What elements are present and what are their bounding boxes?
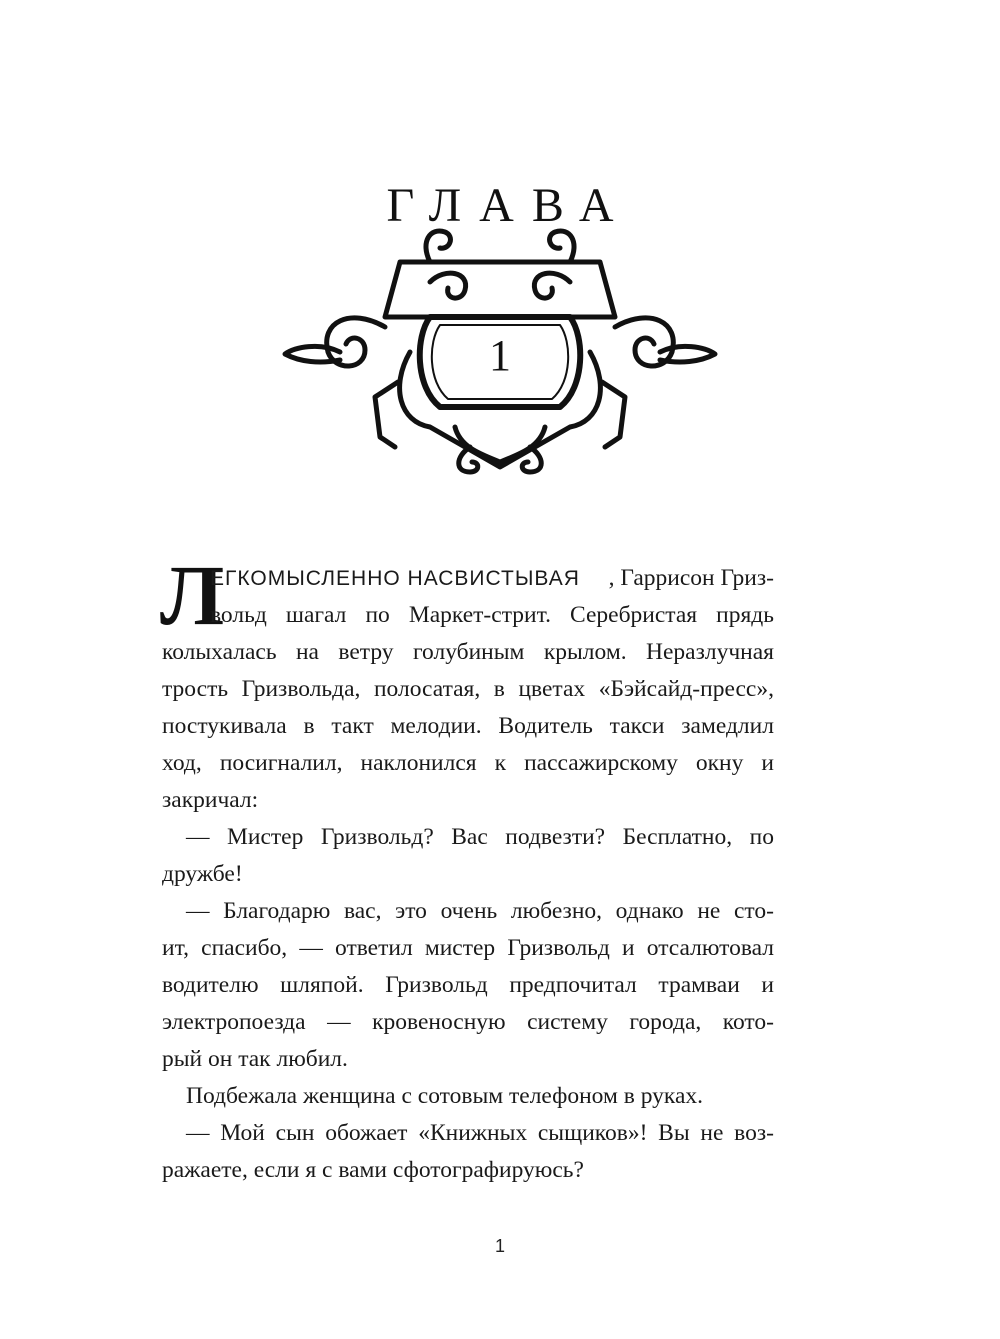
body-text xyxy=(160,547,774,1189)
text-line: ражаете, если я с вами сфотографируюсь? xyxy=(162,1157,584,1183)
text-line: вольд шагал по Маркет-стрит. Серебристая прядь xyxy=(210,602,774,628)
chapter-number: 1 xyxy=(489,331,511,380)
text-line-1: ЕГКОМЫСЛЕННО НАСВИСТЫВАЯ , Гаррисон Гриз- xyxy=(162,560,774,597)
text-line: ход, посигналил, наклонился к пассажирскому окну и xyxy=(162,750,774,776)
text-line: рый он так любил. xyxy=(162,1046,348,1072)
chapter-heading: ГЛАВА xyxy=(386,179,632,232)
text-line: — Мистер Гризвольд? Вас подвезти? Бесплатно, по xyxy=(186,824,774,850)
text-line: ит, спасибо, — ответил мистер Гризвольд и отсалютовал xyxy=(162,935,774,961)
text-line: закричал: xyxy=(162,787,259,813)
text-line: водителю шляпой. Гризвольд предпочитал трамваи и xyxy=(162,972,774,998)
text-line: — Благодарю вас, это очень любезно, однако не сто- xyxy=(186,898,774,924)
text-line: Подбежала женщина с сотовым телефоном в руках. xyxy=(186,1083,704,1109)
text-line: электропоезда — кровеносную систему города, кото- xyxy=(162,1009,774,1035)
page-number: 1 xyxy=(494,1236,505,1256)
text-line: дружбе! xyxy=(162,861,243,887)
text-line: — Мой сын обожает «Книжных сыщиков»! Вы не воз- xyxy=(186,1120,774,1146)
text-line: постукивала в такт мелодии. Водитель такси замедлил xyxy=(162,713,774,739)
drop-cap: Л xyxy=(160,547,225,643)
text-line: трость Гризвольда, полосатая, в цветах «Бэйсайд-пресс», xyxy=(162,676,774,702)
lead-in: ЕГКОМЫСЛЕННО НАСВИСТЫВАЯ xyxy=(210,567,580,590)
text-line: колыхалась на ветру голубиным крылом. Неразлучная xyxy=(162,639,774,665)
